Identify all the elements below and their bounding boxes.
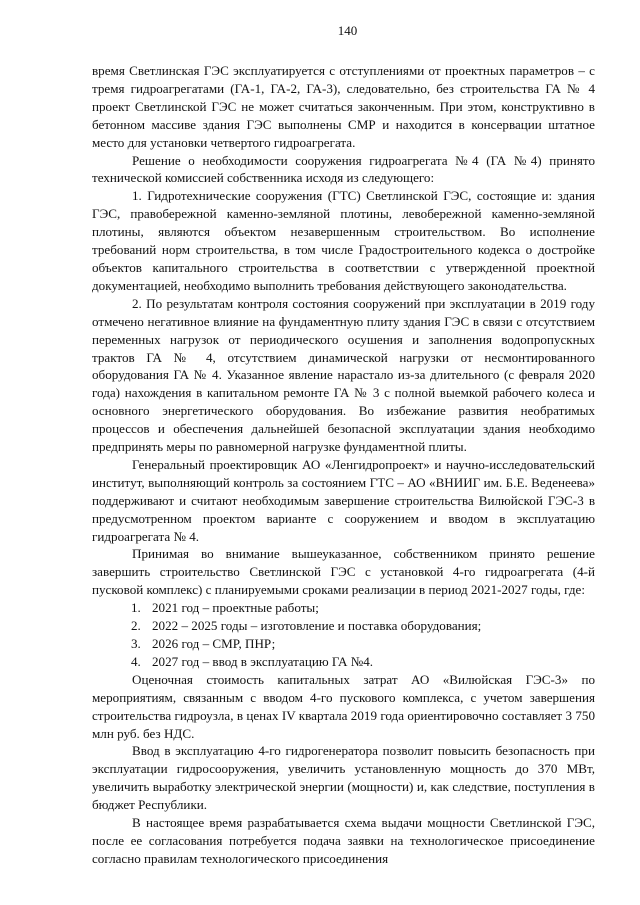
schedule-item-number: 3. xyxy=(131,636,141,651)
paragraph-reason-2: 2. По результатам контроля состояния сооружений при эксплуатации в 2019 году отмечено негативное влияние на фундаментную плиту здания ГЭС в связи с отсутствием переменных нагрузок от периодического осушения и заполнения водопропускных трактов ГА № 4, отсутствием динамической нагрузки от несмонтированного оборудования ГА № 4. Указанное явление нарастало из-за длительного (с февраля 2020 года) нахождения в капитальном ремонте ГА № 3 с полной выемкой рабочего колеса и основного энергетического оборудования. Во избежание развития необратимых процессов и обеспечения дальнейшей безопасной эксплуатации здания необходимо предпринять меры по равномерной нагрузке фундаментной плиты. xyxy=(92,295,595,455)
schedule-item xyxy=(92,635,595,653)
paragraph-decision: Решение о необходимости сооружения гидроагрегата №4 (ГА №4) принято технической комиссией собственника исходя из следующего: xyxy=(92,152,595,186)
schedule-item-number: 2. xyxy=(131,618,141,634)
page-number: 140 xyxy=(337,23,358,38)
schedule-item xyxy=(92,617,595,635)
paragraph-continuation: время Светлинская ГЭС эксплуатируется с отступлениями от проектных параметров – с тремя гидроагрегатами (ГА-1, ГА-2, ГА-3), следовательно, без строительства ГА № 4 проект Светлинской ГЭС не может считаться законченным. При этом, конструктивно в бетонном массиве здания ГЭС выполнены СМР и находится в консервации штатное место для установки четвертого гидроагрегата. xyxy=(92,63,595,150)
schedule-item-text: 2022 – 2025 годы – изготовление и поставка оборудования; xyxy=(152,618,482,634)
schedule-item xyxy=(92,653,595,671)
paragraph-designer-support: Генеральный проектировщик АО «Ленгидропроект» и научно-исследовательский институт, выполняющий контроль за состоянием ГТС – АО «ВНИИГ им. Б.Е. Веденеева» поддерживают и считают необходимым завершение строительства Вилюйской ГЭС-3 в предусмотренном проектом варианте с сооружением и вводом в эксплуатацию гидроагрегата № 4. xyxy=(92,456,595,544)
schedule-item-number: 4. xyxy=(131,653,141,669)
paragraph-cost-estimate: Оценочная стоимость капитальных затрат АО «Вилюйская ГЭС-3» по мероприятиям, связанным с вводом 4-го пускового комплекса, с учетом завершения строительства гидроузла, в ценах IV квартала 2019 года ориентировочно составляет 3 750 млн руб. без НДС. xyxy=(92,671,595,741)
paragraph-reason-1: 1. Гидротехнические сооружения (ГТС) Светлинской ГЭС, состоящие и: здания ГЭС, правобережной каменно-земляной плотины, левобережной каменно-земляной плотины, являются объектом незавершенным строительством. Во исполнение требований норм строительства, в том числе Градостроительного кодекса о достройке объектов капитального строительства в соответствии с утвержденной проектной документацией, необходимо выполнить требования действующего законодательства. xyxy=(92,188,595,293)
paragraph-benefits: Ввод в эксплуатацию 4-го гидрогенератора позволит повысить безопасность при эксплуатации гидросооружения, увеличить установленную мощность до 370 МВт, увеличить выработку электрической энергии (мощности) и, как следствие, поступления в бюджет Республики. xyxy=(92,743,595,813)
paragraph-owner-decision: Принимая во внимание вышеуказанное, собственником принято решение завершить строительство Светлинской ГЭС с установкой 4-го гидроагрегата (4-й пусковой комплекс) с планируемыми сроками реализации в период 2021-2027 годы, где: xyxy=(92,546,595,598)
schedule-item-number: 1. xyxy=(131,600,141,616)
schedule-item-text: 2027 год – ввод в эксплуатацию ГА №4. xyxy=(152,653,374,669)
schedule-item-text: 2026 год – СМР, ПНР; xyxy=(152,636,276,651)
document-page xyxy=(92,22,595,868)
schedule-item-text: 2021 год – проектные работы; xyxy=(152,600,319,616)
schedule-item xyxy=(92,599,595,617)
paragraph-power-scheme: В настоящее время разрабатывается схема выдачи мощности Светлинской ГЭС, после ее согласования потребуется подача заявки на технологическое присоединение согласно правилам технологического присоединения xyxy=(92,815,595,866)
schedule-list xyxy=(92,599,595,671)
